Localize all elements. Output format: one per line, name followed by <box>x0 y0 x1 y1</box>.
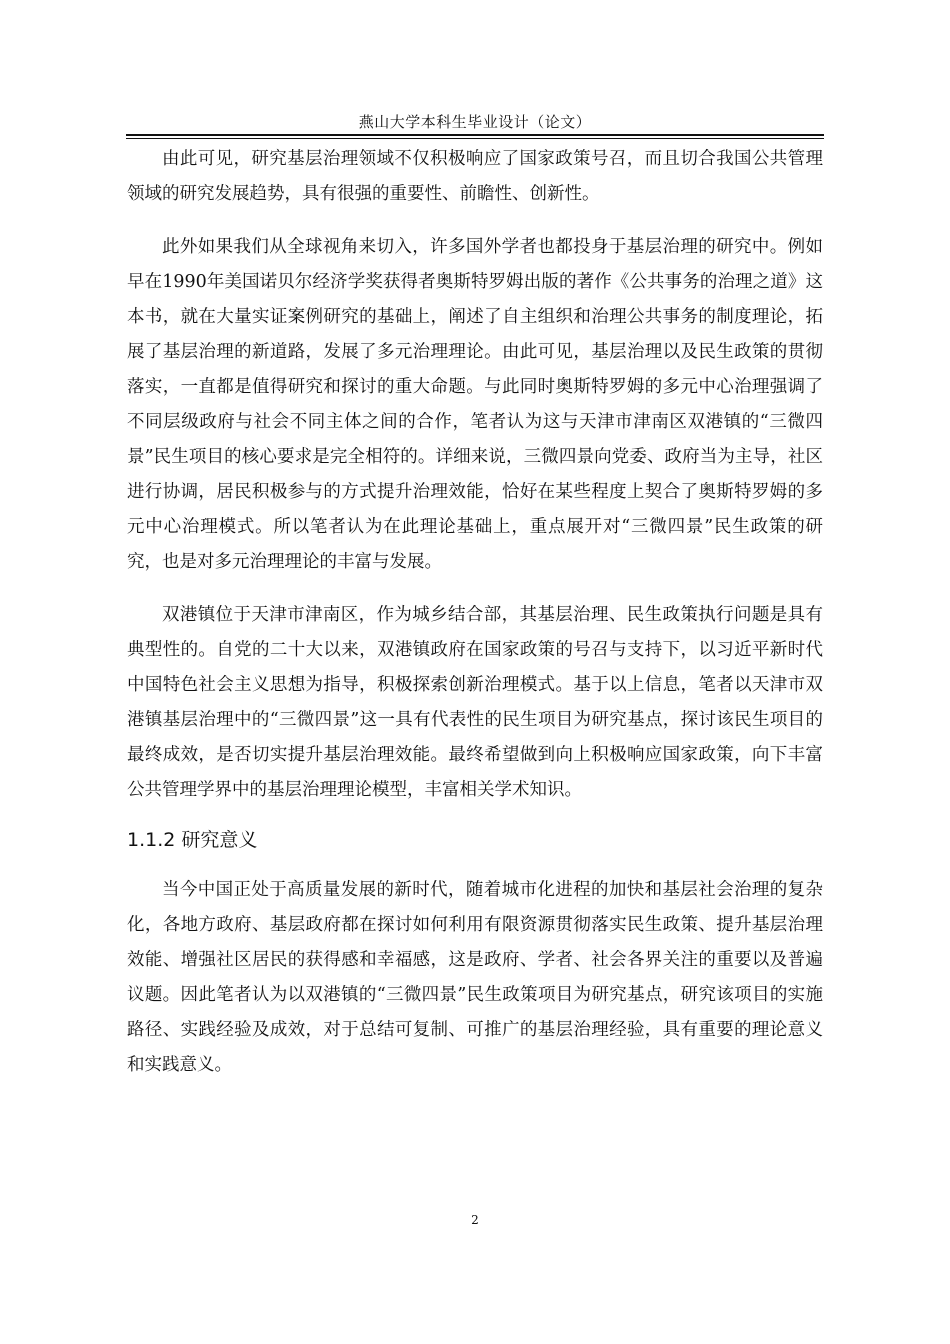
header-rule-thick <box>126 134 824 136</box>
paragraph-research-significance: 当今中国正处于高质量发展的新时代，随着城市化进程的加快和基层社会治理的复杂化，各地方政府、基层政府都在探讨如何利用有限资源贯彻落实民生政策、提升基层治理效能、增强社区居民的获得感和幸福感，这是政府、学者、社会各界关注的重要以及普遍议题。因此笔者认为以双港镇的“三微四景”民生政策项目为研究基点，研究该项目的实施路径、实践经验及成效，对于总结可复制、可推广的基层治理经验，具有重要的理论意义和实践意义。 <box>127 880 823 1075</box>
paragraph-importance: 由此可见，研究基层治理领域不仅积极响应了国家政策号召，而且切合我国公共管理领域的研究发展趋势，具有很强的重要性、前瞻性、创新性。 <box>127 149 823 204</box>
paragraph-global-perspective: 此外如果我们从全球视角来切入，许多国外学者也都投身于基层治理的研究中。例如早在1990年美国诺贝尔经济学奖获得者奥斯特罗姆出版的著作《公共事务的治理之道》这本书，就在大量实证案例研究的基础上，阐述了自主组织和治理公共事务的制度理论，拓展了基层治理的新道路，发展了多元治理理论。由此可见，基层治理以及民生政策的贯彻落实，一直都是值得研究和探讨的重大命题。与此同时奥斯特罗姆的多元中心治理强调了不同层级政府与社会不同主体之间的合作，笔者认为这与天津市津南区双港镇的“三微四景”民生项目的核心要求是完全相符的。详细来说，三微四景向党委、政府当为主导，社区进行协调，居民积极参与的方式提升治理效能，恰好在某些程度上契合了奥斯特罗姆的多元中心治理模式。所以笔者认为在此理论基础上，重点展开对“三微四景”民生政策的研究，也是对多元治理理论的丰富与发展。 <box>127 237 823 572</box>
header-rule-thin <box>126 138 824 139</box>
section-heading: 1.1.2 研究意义 <box>127 829 258 851</box>
paragraph-shuanggang-town: 双港镇位于天津市津南区，作为城乡结合部，其基层治理、民生政策执行问题是具有典型性的。自党的二十大以来，双港镇政府在国家政策的号召与支持下，以习近平新时代中国特色社会主义思想为指导，积极探索创新治理模式。基于以上信息，笔者以天津市双港镇基层治理中的“三微四景”这一具有代表性的民生项目为研究基点，探讨该民生项目的最终成效，是否切实提升基层治理效能。最终希望做到向上积极响应国家政策，向下丰富公共管理学界中的基层治理理论模型，丰富相关学术知识。 <box>127 605 823 800</box>
running-header: 燕山大学本科生毕业设计（论文） <box>358 113 592 131</box>
document-body <box>127 142 823 1101</box>
page-number: 2 <box>471 1213 479 1227</box>
